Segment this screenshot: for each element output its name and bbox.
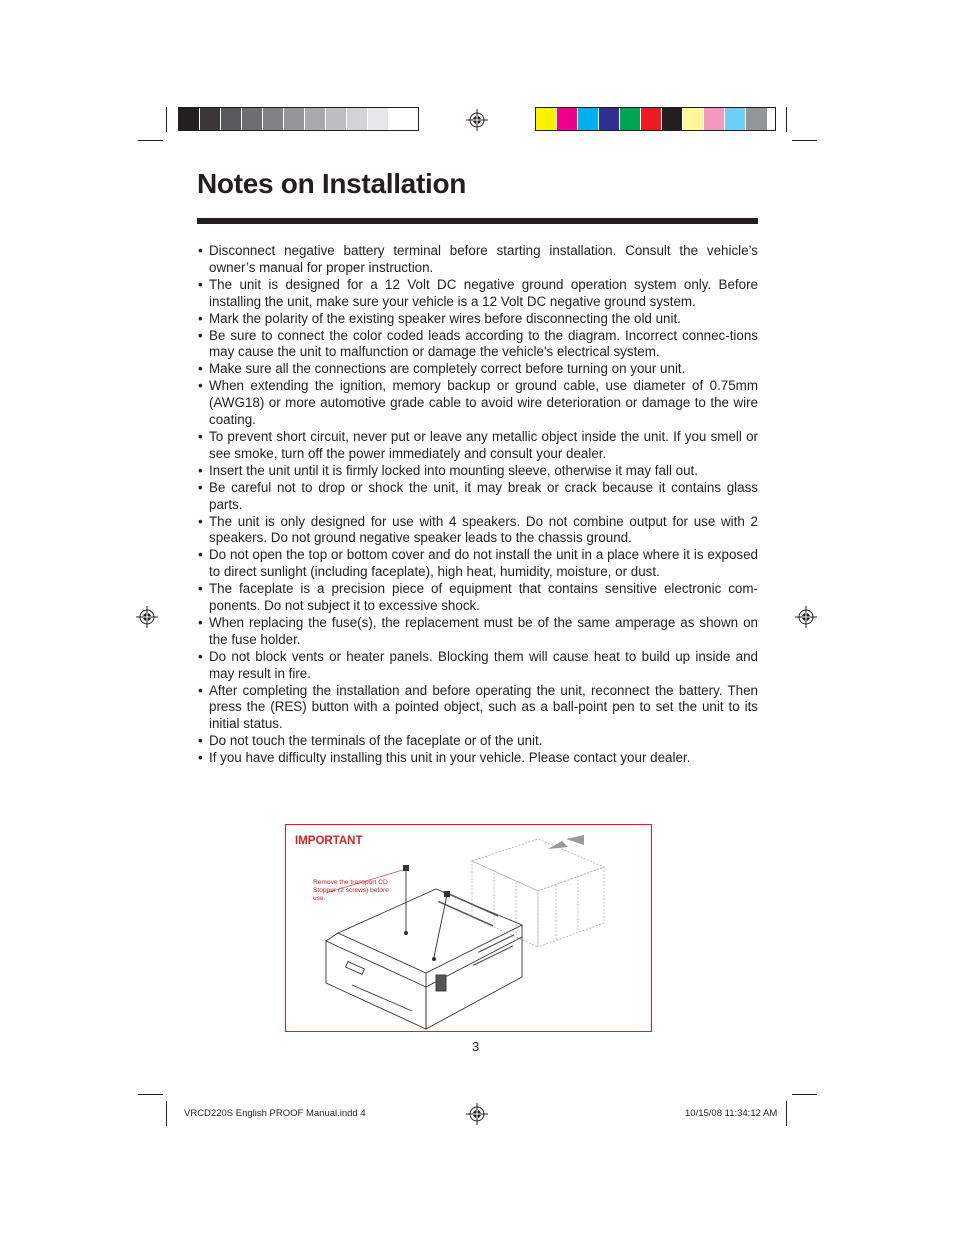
page-number: 3 [472, 1039, 480, 1054]
color-swatch [221, 108, 242, 130]
list-item: • After completing the installation and before operating the unit, reconnect the battery. Then press the (RES) button with a pointed object, such as a ball-point pen to set the unit to its initial status. [197, 683, 758, 734]
color-swatch [368, 108, 389, 130]
crop-mark [786, 1101, 787, 1126]
registration-mark-icon [136, 606, 158, 628]
crop-mark [138, 1094, 163, 1095]
color-swatch [578, 108, 599, 130]
color-swatch [704, 108, 725, 130]
list-item: • When extending the ignition, memory backup or ground cable, use diameter of 0.75mm (AWG18) or more automotive grade cable to avoid wire deterioration or damage to the wire coating. [197, 378, 758, 429]
color-swatch [683, 108, 704, 130]
title-rule [197, 218, 758, 224]
footer-timestamp: 10/15/08 11:34:12 AM [685, 1108, 778, 1119]
color-swatch [242, 108, 263, 130]
color-swatch [557, 108, 578, 130]
color-swatch [662, 108, 683, 130]
list-item: • Make sure all the connections are completely correct before turning on your unit. [197, 361, 758, 378]
color-swatch [620, 108, 641, 130]
registration-mark-icon [466, 1103, 488, 1125]
important-label: IMPORTANT [295, 835, 363, 847]
list-item: • Do not touch the terminals of the faceplate or of the unit. [197, 733, 758, 750]
color-swatch [200, 108, 221, 130]
list-item: • Mark the polarity of the existing speaker wires before disconnecting the old unit. [197, 311, 758, 328]
footer-file-name: VRCD220S English PROOF Manual.indd 4 [184, 1108, 366, 1119]
color-swatch [284, 108, 305, 130]
color-swatch [389, 108, 410, 130]
color-swatch [347, 108, 368, 130]
list-item: • Do not block vents or heater panels. Blocking them will cause heat to build up inside and may result in fire. [197, 649, 758, 683]
cd-stopper-note: Remove the transport CD Stopper (2 screws) before use. [313, 879, 389, 902]
crop-mark [166, 1101, 167, 1126]
list-item: • To prevent short circuit, never put or leave any metallic object inside the unit. If you smell or see smoke, turn off the power immediately and consult your dealer. [197, 429, 758, 463]
list-item: • The unit is designed for a 12 Volt DC negative ground operation system only. Before installing the unit, make sure your vehicle is a 12 Volt DC negative ground system. [197, 277, 758, 311]
list-item: • Be sure to connect the color coded leads according to the diagram. Incorrect connec-tions may cause the unit to malfunction or damage the vehicle's electrical system. [197, 328, 758, 362]
list-item: • Disconnect negative battery terminal before starting installation. Consult the vehicle’s owner’s manual for proper instruction. [197, 243, 758, 277]
list-item: • The faceplate is a precision piece of equipment that contains sensitive electronic com-ponents. Do not subject it to excessive shock. [197, 581, 758, 615]
grayscale-color-bar [178, 107, 419, 131]
crop-mark [138, 140, 163, 141]
crop-mark [792, 140, 817, 141]
color-swatch [326, 108, 347, 130]
list-item: • Be careful not to drop or shock the unit, it may break or crack because it contains glass parts. [197, 480, 758, 514]
list-item: • Do not open the top or bottom cover and do not install the unit in a place where it is exposed to direct sunlight (including faceplate), high heat, humidity, moisture, or dust. [197, 547, 758, 581]
process-color-bar [535, 107, 776, 131]
car-stereo-unit-illustration [286, 825, 651, 1031]
installation-notes-list [197, 243, 758, 767]
crop-mark [786, 107, 787, 132]
color-swatch [536, 108, 557, 130]
important-figure [285, 824, 652, 1032]
list-item: • The unit is only designed for use with 4 speakers. Do not combine output for use with 2 speakers. Do not ground negative speaker leads to the chassis ground. [197, 514, 758, 548]
color-swatch [263, 108, 284, 130]
page-title: Notes on Installation [197, 168, 467, 199]
registration-mark-icon [466, 109, 488, 131]
crop-mark [792, 1094, 817, 1095]
color-swatch [746, 108, 767, 130]
color-swatch [179, 108, 200, 130]
color-swatch [725, 108, 746, 130]
crop-mark [166, 107, 167, 132]
color-swatch [305, 108, 326, 130]
list-item: • Insert the unit until it is firmly locked into mounting sleeve, otherwise it may fall out. [197, 463, 758, 480]
list-item: • If you have difficulty installing this unit in your vehicle. Please contact your dealer. [197, 750, 758, 767]
registration-mark-icon [795, 606, 817, 628]
color-swatch [641, 108, 662, 130]
list-item: • When replacing the fuse(s), the replacement must be of the same amperage as shown on the fuse holder. [197, 615, 758, 649]
color-swatch [599, 108, 620, 130]
